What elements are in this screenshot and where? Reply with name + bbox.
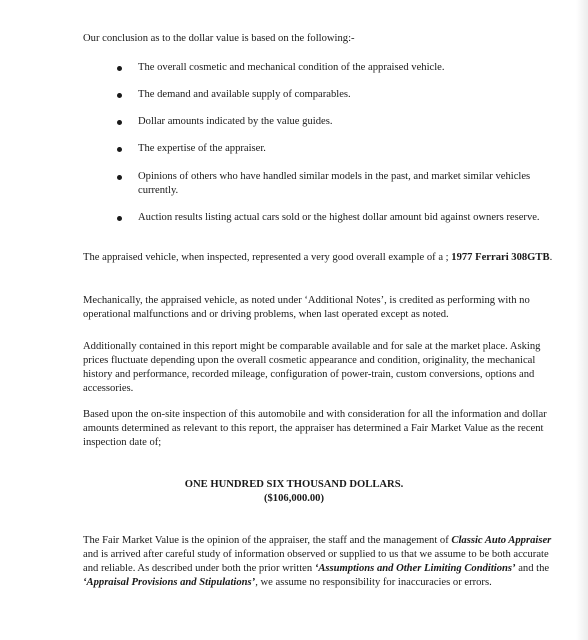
company-name: Classic Auto Appraiser — [451, 535, 552, 546]
vehicle-end: . — [549, 252, 553, 263]
provisions-title: ‘Appraisal Provisions and Stipulations’ — [83, 577, 256, 588]
bullet-item: Auction results listing actual cars sold or the highest dollar amount bid against owners reserve. — [138, 212, 540, 223]
fmv-text-3: and the — [515, 563, 550, 574]
bullet-dot — [117, 66, 122, 71]
bullet-dot — [117, 147, 122, 152]
bullet-item: The demand and available supply of comparables. — [138, 89, 351, 100]
bullet-item: Opinions of others who have handled similar models in the past, and market similar vehicles currently. — [138, 171, 531, 196]
value-number: ($106,000.00) — [263, 493, 325, 504]
bullet-item: The expertise of the appraiser. — [138, 143, 266, 154]
additional-paragraph: Additionally contained in this report might be comparable available and for sale at the market place. Asking prices fluctuate depending upon the overall cosmetic appearance and condition, originality, the mechanical history and performance, recorded mileage, configuration of power-train, custom conversions, options and accessories. — [83, 341, 541, 394]
bullet-dot — [117, 175, 122, 180]
fmv-text-2: and is arrived after careful study of information observed or supplied to us that we assume to be both accurate and reliable. As described under both the prior written — [83, 549, 549, 574]
fmv-text-1: The Fair Market Value is the opinion of the appraiser, the staff and the management of — [83, 535, 452, 546]
assumptions-title: ‘Assumptions and Other Limiting Conditions’ — [314, 563, 516, 574]
bullet-item: Dollar amounts indicated by the value guides. — [138, 116, 333, 127]
mechanical-paragraph: Mechanically, the appraised vehicle, as noted under ‘Additional Notes’, is credited as performing with no operational malfunctions and or driving problems, when last operated except as noted. — [83, 295, 530, 320]
vehicle-text: The appraised vehicle, when inspected, represented a very good overall example of a ; — [83, 252, 452, 263]
vehicle-name: 1977 Ferrari 308GTB — [451, 252, 550, 263]
based-paragraph: Based upon the on-site inspection of this automobile and with consideration for all the information and dollar amounts determined as relevant to this report, the appraiser has determined a Fair Market Value as the recent inspection date of; — [83, 409, 547, 448]
vehicle-paragraph — [83, 251, 563, 265]
bullet-dot — [117, 93, 122, 98]
bullet-dot — [117, 216, 122, 221]
intro-text: Our conclusion as to the dollar value is based on the following:- — [83, 33, 355, 44]
bullet-dot — [117, 120, 122, 125]
bullet-item: The overall cosmetic and mechanical condition of the appraised vehicle. — [138, 62, 445, 73]
value-words: ONE HUNDRED SIX THOUSAND DOLLARS. — [184, 479, 404, 490]
fmv-text-4: , we assume no responsibility for inaccuracies or errors. — [255, 577, 492, 588]
scan-edge-shadow — [576, 0, 588, 640]
fmv-paragraph — [83, 534, 563, 590]
